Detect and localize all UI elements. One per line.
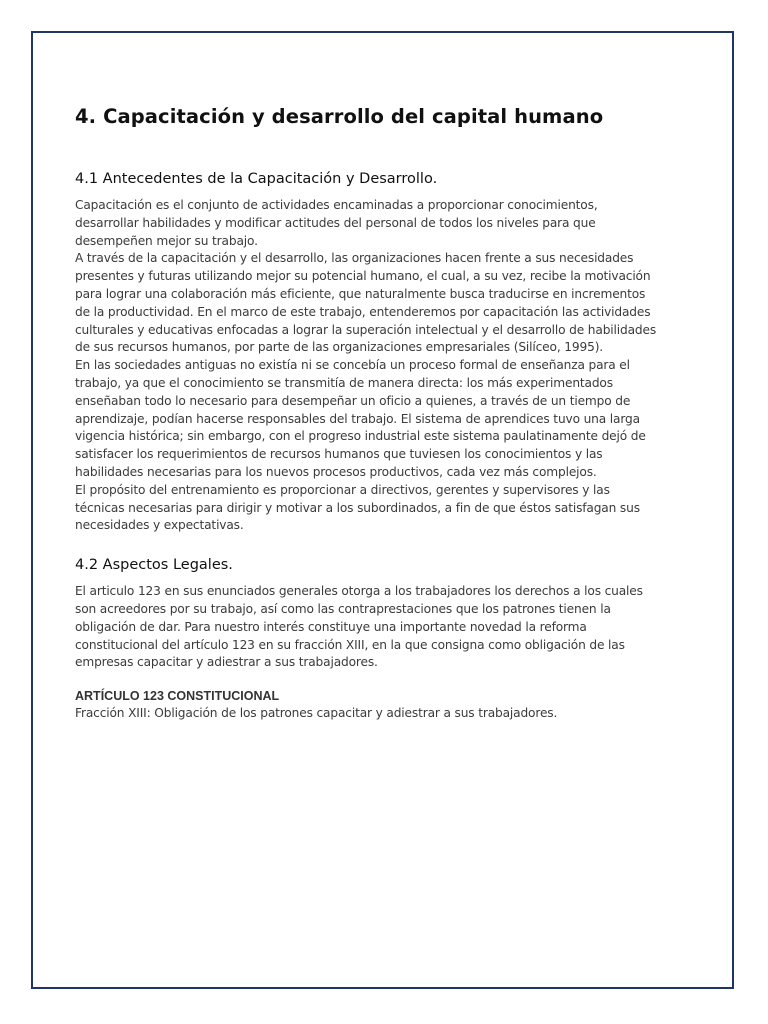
article-text: Fracción XIII: Obligación de los patrones capacitar y adiestrar a sus trabajadores. [75,706,558,721]
document-content [75,72,660,723]
article-title: ARTÍCULO 123 CONSTITUCIONAL [75,689,280,704]
paragraph: Capacitación es el conjunto de actividades encaminadas a proporcionar conocimientos, desarrollar habilidades y modificar actitudes del personal de todos los niveles para que desempeñen mejor su trabajo. [75,198,598,248]
paragraph: En las sociedades antiguas no existía ni se concebía un proceso formal de enseñanza para el trabajo, ya que el conocimiento se transmitía de manera directa: los más experimentados enseñaban todo lo necesario para desempeñar un oficio a quienes, a través de un tiempo de aprendizaje, podían hacerse responsables del trabajo. El sistema de aprendices tuvo una larga vigencia histórica; sin embargo, con el progreso industrial este sistema paulatinamente dejó de satisfacer los requerimientos de recursos humanos que tuviesen los conocimientos y las habilidades necesarias para los nuevos procesos productivos, cada vez más complejos. [75,358,646,479]
section-heading-antecedentes: 4.1 Antecedentes de la Capacitación y Desarrollo. [75,171,438,187]
paragraph: El propósito del entrenamiento es proporcionar a directivos, gerentes y supervisores y las técnicas necesarias para dirigir y motivar a los subordinados, a fin de que éstos satisfagan sus necesidades y expectativas. [75,482,640,533]
page-title: 4. Capacitación y desarrollo del capital humano [75,105,604,128]
section-heading-aspectos-legales: 4.2 Aspectos Legales. [75,557,233,574]
article-block [75,688,660,723]
section-body-antecedentes [75,197,660,535]
section-body-aspectos-legales [75,583,660,672]
paragraph: El articulo 123 en sus enunciados generales otorga a los trabajadores los derechos a los cuales son acreedores por su trabajo, así como las contraprestaciones que los patrones tienen la obligación de dar. Para nuestro interés constituye una importante novedad la reforma constitucional del artículo 123 en su fracción XIII, en la que consigna como obligación de las empresas capacitar y adiestrar a sus trabajadores. [75,584,643,670]
paragraph: A través de la capacitación y el desarrollo, las organizaciones hacen frente a sus necesidades presentes y futuras utilizando mejor su potencial humano, el cual, a su vez, recibe la motivación para lograr una colaboración más eficiente, que naturalmente busca traducirse en incrementos de la productividad. En el marco de este trabajo, entenderemos por capacitación las actividades culturales y educativas enfocadas a lograr la superación intelectual y el desarrollo de habilidades de sus recursos humanos, por parte de las organizaciones empresariales (Silíceo, 1995). [75,251,657,355]
